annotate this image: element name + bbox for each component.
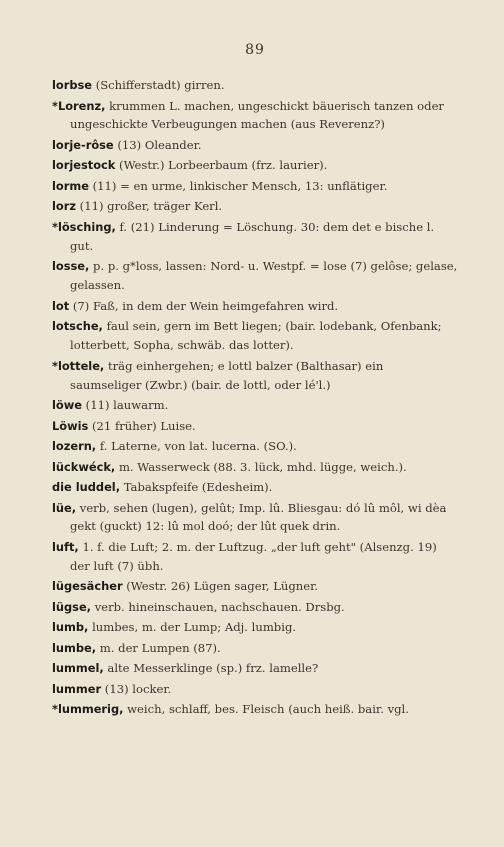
entry-definition: (21 früher) Luise. xyxy=(91,418,196,433)
entry-headword: lorme xyxy=(52,178,89,193)
entry-definition: verb. hineinschauen, nachschauen. Drsbg. xyxy=(94,599,345,614)
entry-headword: lügse, xyxy=(52,599,91,614)
entry-headword: *lottele, xyxy=(52,358,105,373)
entry-definition: (7) Faß, in dem der Wein heimgefahren wird. xyxy=(72,298,339,313)
entry-headword: lummel, xyxy=(52,661,104,676)
dictionary-entry xyxy=(52,659,458,678)
entry-headword: lotsche, xyxy=(52,319,103,334)
dictionary-entry xyxy=(52,357,458,395)
entry-headword: *lösching, xyxy=(52,219,116,234)
entry-list xyxy=(52,76,458,719)
entry-definition: (11) lauwarm. xyxy=(85,398,169,413)
entry-definition: weich, schlaff, bes. Fleisch (auch heiß. bair. vgl. xyxy=(127,702,409,717)
entry-definition: lumbes, m. der Lump; Adj. lumbig. xyxy=(92,620,297,635)
dictionary-entry xyxy=(52,437,458,456)
entry-definition: 1. f. die Luft; 2. m. der Luftzug. „der luft geht" (Alsenzg. 19) der luft (7) übh. xyxy=(70,539,437,573)
entry-definition: Tabakspfeife (Edesheim). xyxy=(123,480,273,495)
dictionary-entry xyxy=(52,499,458,537)
entry-definition: (Schifferstadt) girren. xyxy=(95,78,225,92)
dictionary-entry xyxy=(52,197,458,216)
entry-headword: löwe xyxy=(52,398,82,413)
dictionary-entry xyxy=(52,156,458,175)
entry-definition: faul sein, gern im Bett liegen; (bair. lodebank, Ofenbank; lotterbett, Sopha, schwäb. das lotter). xyxy=(70,319,442,353)
entry-headword: Löwis xyxy=(52,418,89,433)
entry-headword: lückwéck, xyxy=(52,459,116,474)
dictionary-entry xyxy=(52,97,458,135)
entry-definition: (Westr.) Lorbeerbaum (frz. laurier). xyxy=(119,158,328,173)
entry-headword: lummer xyxy=(52,681,102,696)
dictionary-entry xyxy=(52,577,458,596)
entry-definition: (13) locker. xyxy=(104,681,172,696)
dictionary-entry xyxy=(52,478,458,497)
entry-headword: *lummerig, xyxy=(52,702,124,717)
entry-headword: lumb, xyxy=(52,620,89,635)
entry-definition: f. (21) Linderung = Löschung. 30: dem det e bische l. gut. xyxy=(70,219,435,253)
dictionary-entry xyxy=(52,297,458,316)
dictionary-entry xyxy=(52,639,458,658)
entry-headword: lozern, xyxy=(52,439,97,454)
entry-definition: verb, sehen (lugen), gelût; Imp. lû. Bliesgau: dó lû môl, wi dèa gekt (guckt) 12: lû mol doó; der lût quek drin. xyxy=(70,500,447,534)
dictionary-entry xyxy=(52,618,458,637)
entry-headword: lügesächer xyxy=(52,579,123,594)
entry-headword: lot xyxy=(52,298,70,313)
entry-definition: p. p. g*loss, lassen: Nord- u. Westpf. = lose (7) gelôse; gelase, gelassen. xyxy=(70,259,458,293)
dictionary-entry xyxy=(52,396,458,415)
dictionary-entry xyxy=(52,317,458,355)
entry-definition: (11) großer, träger Kerl. xyxy=(79,199,223,214)
entry-headword: lorjestock xyxy=(52,158,116,173)
dictionary-entry xyxy=(52,417,458,436)
dictionary-entry xyxy=(52,680,458,699)
dictionary-entry xyxy=(52,218,458,256)
entry-definition: (11) = en urme, linkischer Mensch, 13: unflätiger. xyxy=(92,178,388,193)
entry-headword: luft, xyxy=(52,539,79,554)
dictionary-entry xyxy=(52,76,458,95)
dictionary-entry xyxy=(52,700,458,719)
entry-definition: m. Wasserweck (88. 3. lück, mhd. lügge, weich.). xyxy=(118,459,407,474)
entry-definition: f. Laterne, von lat. lucerna. (SO.). xyxy=(99,439,297,454)
dictionary-entry xyxy=(52,257,458,295)
dictionary-entry xyxy=(52,538,458,576)
entry-definition: m. der Lumpen (87). xyxy=(99,640,221,655)
entry-headword: lüe, xyxy=(52,500,77,515)
entry-headword: lumbe, xyxy=(52,640,97,655)
entry-headword: lorz xyxy=(52,199,76,214)
entry-definition: (13) Oleander. xyxy=(117,137,202,152)
entry-headword: die luddel, xyxy=(52,480,121,495)
dictionary-entry xyxy=(52,598,458,617)
entry-definition: krummen L. machen, ungeschickt bäuerisch tanzen oder ungeschickte Verbeugungen machen (aus Reverenz?) xyxy=(70,98,444,132)
entry-headword: losse, xyxy=(52,259,90,274)
dictionary-entry xyxy=(52,458,458,477)
entry-headword: *Lorenz, xyxy=(52,98,106,113)
entry-definition: träg einhergehen; e lottl balzer (Balthasar) ein saumseliger (Zwbr.) (bair. de lottl, oder lé'l.) xyxy=(70,358,384,392)
entry-definition: (Westr. 26) Lügen sager, Lügner. xyxy=(126,579,319,594)
dictionary-entry xyxy=(52,136,458,155)
entry-headword: lorje-rôse xyxy=(52,137,114,152)
entry-headword: lorbse xyxy=(52,78,93,92)
dictionary-entry xyxy=(52,177,458,196)
entry-definition: alte Messerklinge (sp.) frz. lamelle? xyxy=(107,661,319,676)
page-number: 89 xyxy=(245,42,265,58)
